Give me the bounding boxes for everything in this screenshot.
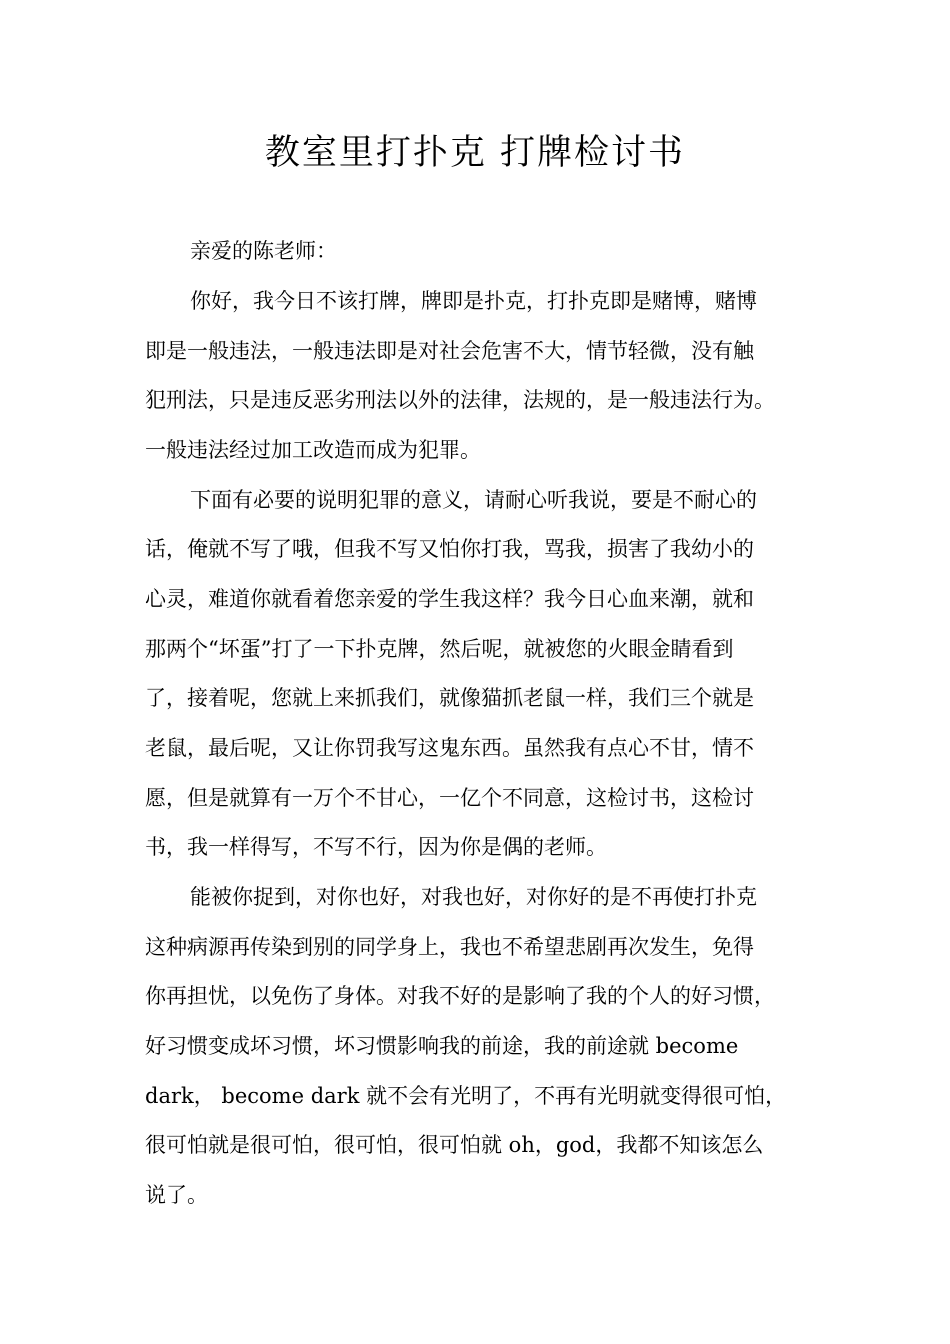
paragraph-1-line-3: 犯刑法，只是违反恶劣刑法以外的法律，法规的，是一般违法行为。 (145, 388, 775, 412)
paragraph-1-line-1: 你好，我今日不该打牌，牌即是扑克，打扑克即是赌博，赌博 (190, 289, 757, 313)
paragraph-2-line-3: 心灵，难道你就看着您亲爱的学生我这样？我今日心血来潮，就和 (145, 587, 754, 611)
paragraph-1-line-4: 一般违法经过加工改造而成为犯罪。 (145, 438, 481, 462)
paragraph-2-line-4: 那两个“坏蛋”打了一下扑克牌，然后呢，就被您的火眼金睛看到 (145, 637, 734, 661)
paragraph-2-line-8: 书，我一样得写，不写不行，因为你是偶的老师。 (145, 835, 607, 859)
paragraph-3-line-5: dark， become dark 就不会有光明了，不再有光明就变得很可怕， (145, 1084, 787, 1108)
paragraph-2-line-1: 下面有必要的说明犯罪的意义，请耐心听我说，要是不耐心的 (190, 488, 757, 512)
paragraph-1-line-2: 即是一般违法，一般违法即是对社会危害不大，情节轻微，没有触 (145, 339, 754, 363)
paragraph-3-line-6: 很可怕就是很可怕，很可怕，很可怕就 oh，god，我都不知该怎么 (145, 1133, 764, 1157)
paragraph-3-line-4: 好习惯变成坏习惯，坏习惯影响我的前途，我的前途就 become (145, 1034, 739, 1058)
paragraph-2-line-7: 愿，但是就算有一万个不甘心，一亿个不同意，这检讨书，这检讨 (145, 786, 754, 810)
paragraph-2-line-2: 话，俺就不写了哦，但我不写又怕你打我，骂我，损害了我幼小的 (145, 537, 754, 561)
paragraph-2-line-6: 老鼠，最后呢，又让你罚我写这鬼东西。虽然我有点心不甘，情不 (145, 736, 754, 760)
paragraph-3-line-2: 这种病源再传染到别的同学身上，我也不希望悲剧再次发生，免得 (145, 935, 754, 959)
paragraph-3-line-3: 你再担忧，以免伤了身体。对我不好的是影响了我的个人的好习惯， (145, 984, 775, 1008)
document-title: 教室里打扑克 打牌检讨书 (264, 133, 686, 173)
paragraph-2-line-5: 了，接着呢，您就上来抓我们，就像猫抓老鼠一样，我们三个就是 (145, 686, 754, 710)
paragraph-3-line-7: 说了。 (145, 1183, 208, 1207)
salutation: 亲爱的陈老师： (190, 239, 337, 263)
paragraph-3-line-1: 能被你捉到，对你也好，对我也好，对你好的是不再使打扑克 (190, 885, 757, 909)
